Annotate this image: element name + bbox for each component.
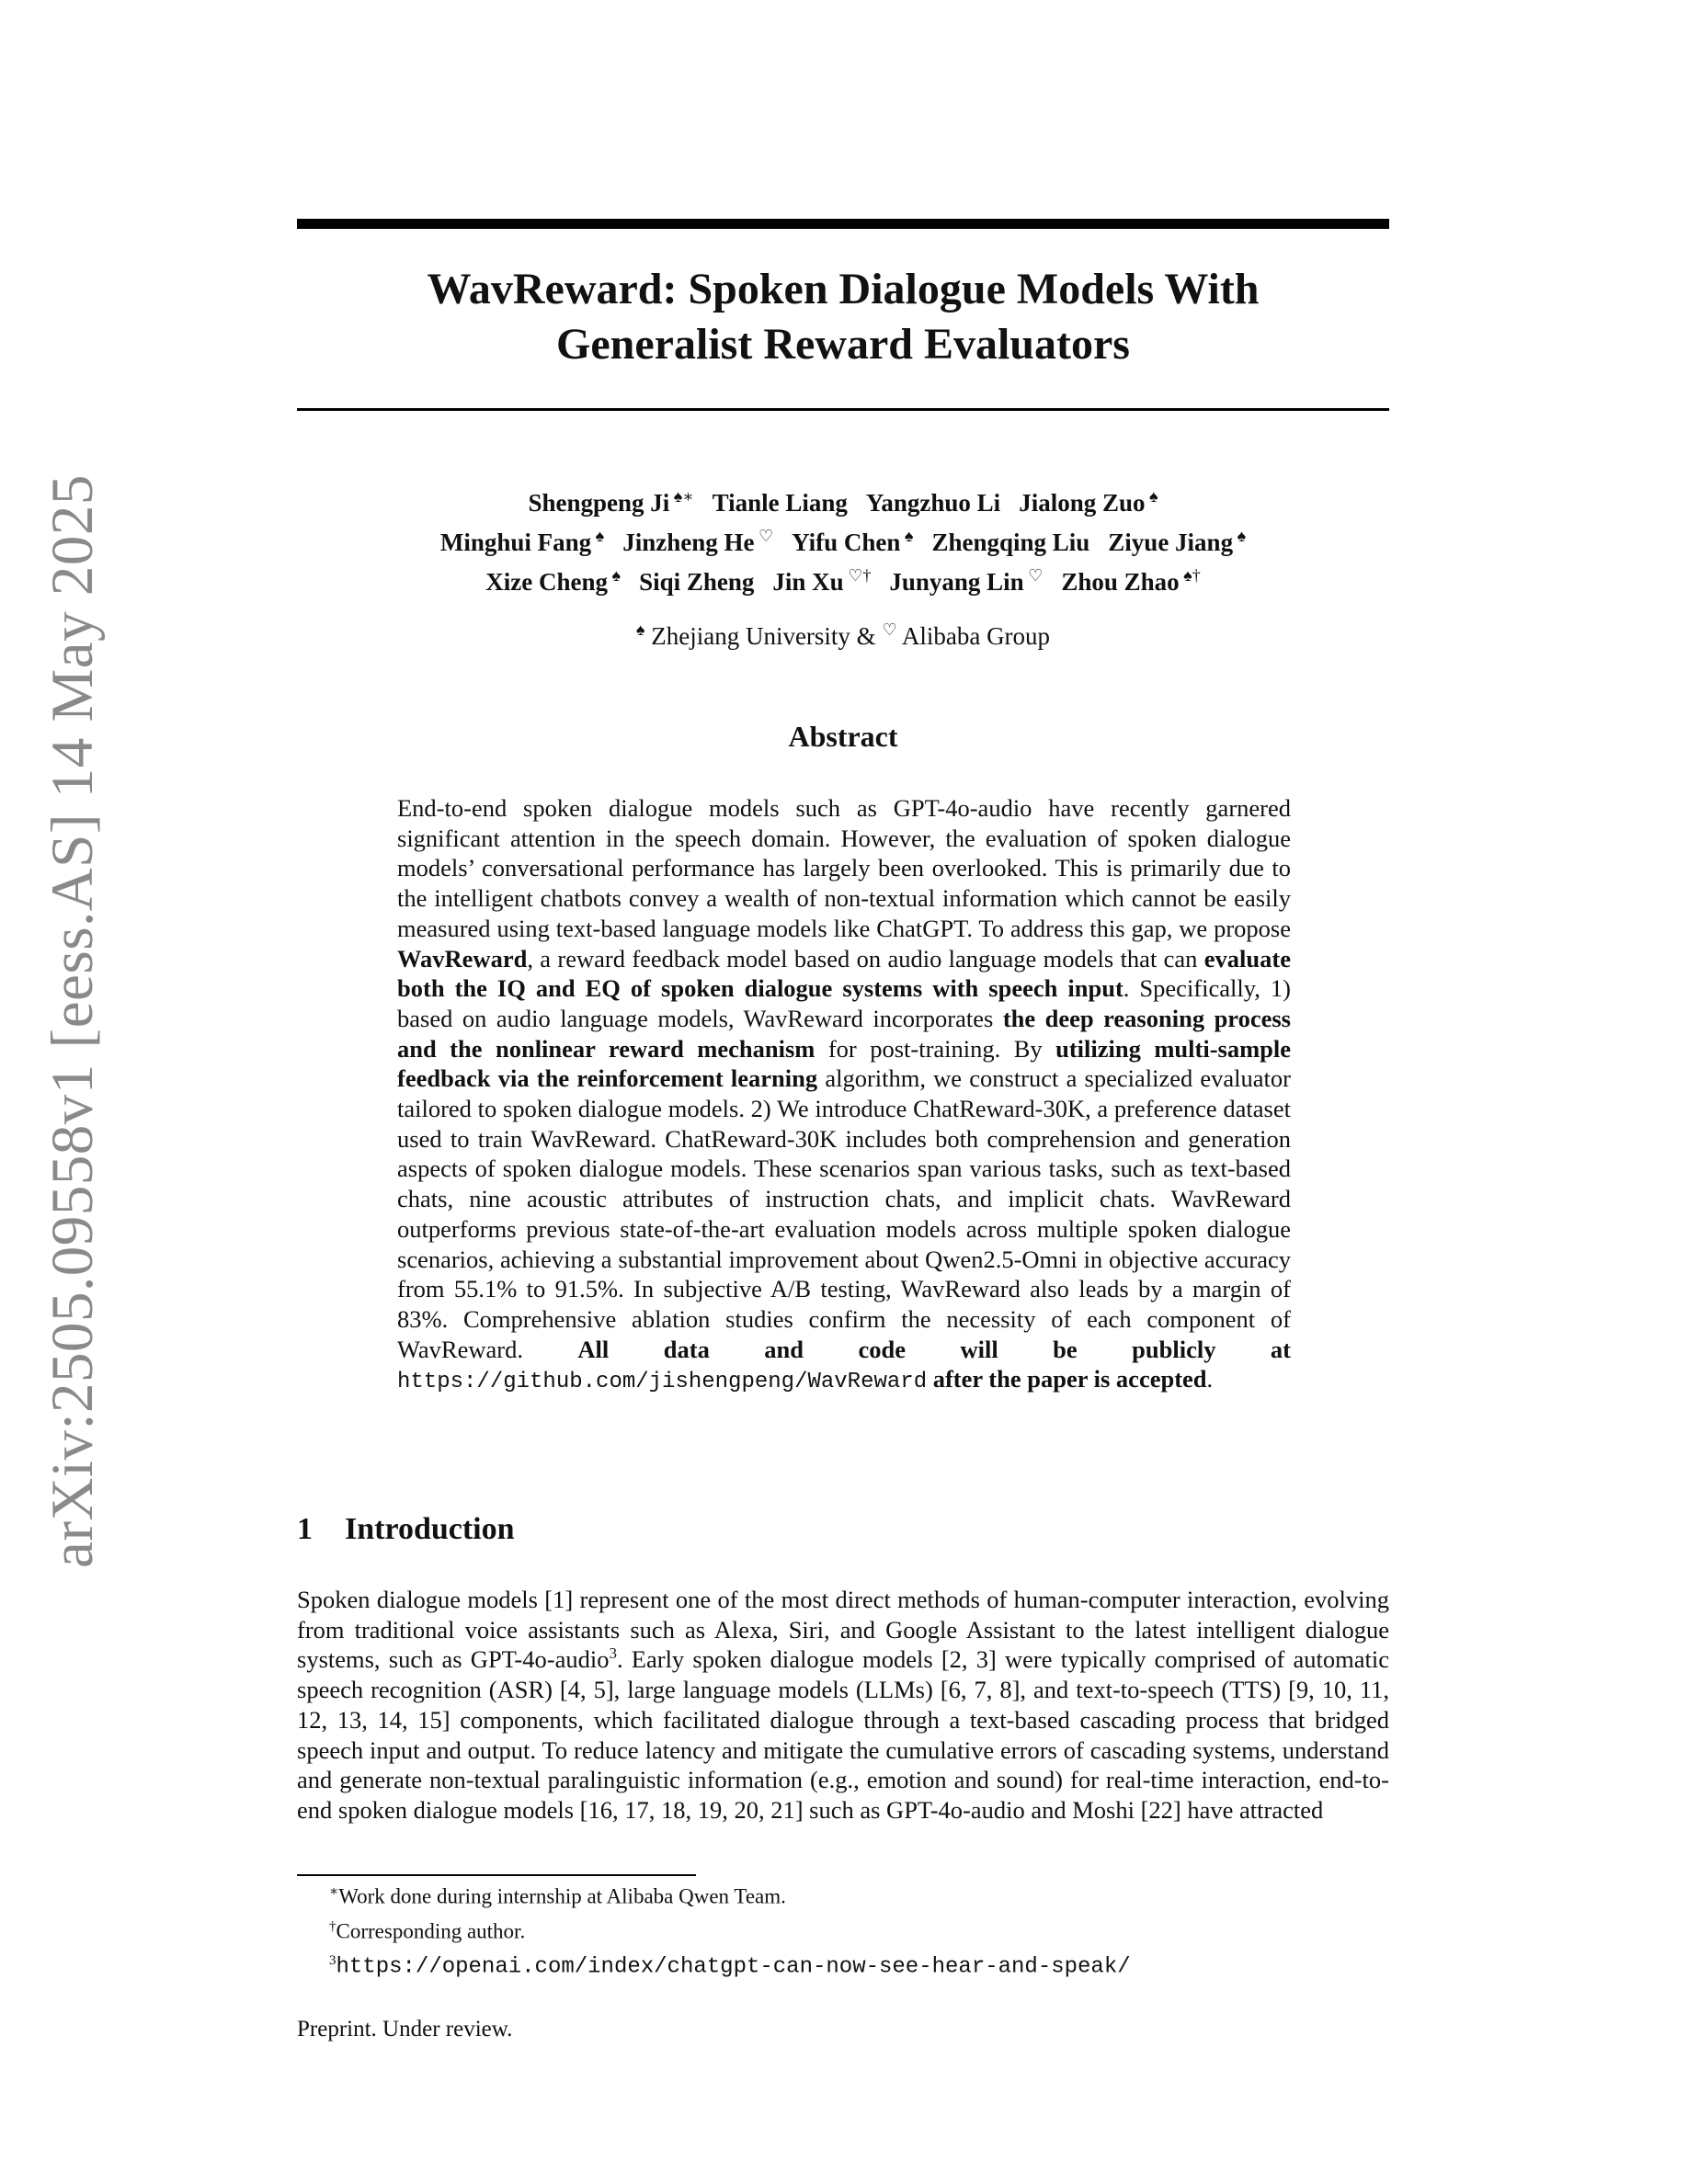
author [792,529,913,556]
author-affiliation-mark: ♠ [608,566,622,585]
author [1019,489,1158,517]
affiliations [297,613,1389,653]
repo-url: https://github.com/jishengpeng/WavReward [397,1370,928,1395]
introduction-paragraph [297,1585,1389,1826]
author-name: Tianle Liang [712,489,848,517]
title-bottom-rule [297,408,1389,411]
abstract-body [397,793,1291,1398]
text-run: Spoken dialogue models [1] represent one of the most direct methods of human-computer interaction, evolving from traditional voice assistants such as Alexa, Siri, and Google Assistant to the latest intelligent dialogue systems, such as GPT-4o-audio [297,1586,1389,1674]
author [866,489,1000,517]
arxiv-identifier-stamp: arXiv:2505.09558v1 [eess.AS] 14 May 2025 [40,474,106,1568]
author-name: Siqi Zheng [639,568,755,596]
author-affiliation-mark: ♡ [1023,566,1044,585]
text-run: for post-training. By [815,1034,1056,1063]
author-name: Minghui Fang [439,529,592,556]
author [889,568,1043,596]
affiliation-zju: Zhejiang University & [651,622,876,650]
footnote-ref: 3 [609,1644,617,1663]
footnote [329,1912,1131,1947]
footnotes [329,1877,1131,1983]
footnote [329,1946,1131,1983]
author-name: Jin Xu [772,568,844,596]
affiliation-mark-heart: ♡ [882,620,897,639]
title-line-1: WavReward: Spoken Dialogue Models With [427,265,1260,313]
bold-text: the deep reasoning process and the nonlinear reward mechanism [397,1004,1291,1063]
author-name: Zhengqing Liu [931,529,1090,556]
author-affiliation-mark: ♠ [900,527,914,545]
author [772,568,871,596]
bold-text: utilizing multi-sample feedback via the reinforcement learning [397,1034,1292,1093]
footnote-divider [297,1874,696,1876]
author-name: Junyang Lin [889,568,1024,596]
author-affiliation-mark: ♡ [754,527,774,545]
bold-text: after the paper is accepted [927,1365,1207,1393]
paper-title [297,262,1389,372]
text-run: algorithm, we construct a specialized evaluator tailored to spoken dialogue models. 2) We introduce ChatReward-30K, a preference dataset used to train WavReward. ChatReward-30K includes both comprehension and generation aspects of spoken dialogue models. These scenarios span various tasks, such as text-based chats, nine acoustic attributes of instruction chats, and implicit chats. WavReward outperforms previous state-of-the-art evaluation models across multiple spoken dialogue scenarios, achieving a substantial improvement about Qwen2.5-Omni in objective accuracy from 55.1% to 91.5%. In subjective A/B testing, WavReward also leads by a margin of 83%. Comprehensive ablation studies confirm the necessity of each component of WavReward. [397,1064,1291,1363]
author-affiliation-mark: ♡† [843,566,872,585]
text-run: , a reward feedback model based on audio language models that can [527,944,1204,973]
author-name: Yifu Chen [792,529,901,556]
author-affiliation-mark: ♠ [1145,487,1158,506]
author [931,529,1089,556]
text-run: . Early spoken dialogue models [2, 3] were typically comprised of automatic speech recognition (ASR) [4, 5], large language models (LLMs) [6, 7, 8], and text-to-speech (TTS) [9, 10, 11, 12, 13, 14, 15] components, which facilitated dialogue through a text-based cascading process that bridged speech input and output. To reduce latency and mitigate the cumulative errors of cascading systems, understand and generate non-textual paralinguistic information (e.g., emotion and sound) for real-time interaction, end-to-end spoken dialogue models [16, 17, 18, 19, 20, 21] such as GPT-4o-audio and Moshi [22] have attracted [297,1645,1389,1824]
bold-text: All data and code will be publicly at [577,1335,1291,1363]
footnote-mark: † [329,1918,336,1934]
author [1061,568,1200,596]
author-affiliation-mark: ♠ [1233,527,1247,545]
author-name: Xize Cheng [485,568,609,596]
author-list [297,480,1389,598]
footnote [329,1877,1131,1912]
text-run: . Specifically, 1) based on audio language models, WavReward incorporates [397,974,1291,1032]
author-row [297,519,1389,559]
footnote-mark: ∗ [329,1884,339,1899]
author-affiliation-mark: ♠ [591,527,605,545]
preprint-note: Preprint. Under review. [297,2017,513,2042]
author-affiliation-mark: ♠† [1179,566,1201,585]
author-name: Ziyue Jiang [1108,529,1234,556]
author [622,529,773,556]
author-name: Yangzhuo Li [865,489,1001,517]
footnote-text: Work done during internship at Alibaba Qwen Team. [338,1884,786,1908]
author [528,489,693,517]
bold-text: WavReward [397,944,528,973]
author [713,489,848,517]
author [485,568,621,596]
author [639,568,754,596]
text-run: . [1206,1365,1214,1393]
text-run: End-to-end spoken dialogue models such as GPT-4o-audio have recently garnered significant attention in the speech domain. However, the evaluation of spoken dialogue models’ conversational performance has largely been overlooked. This is primarily due to the intelligent chatbots convey a wealth of non-textual information which cannot be easily measured using text-based language models like ChatGPT. To address this gap, we propose [397,794,1291,942]
author-row [297,480,1389,519]
author-name: Shengpeng Ji [528,489,670,517]
author-name: Jinzheng He [622,529,755,556]
footnote-text: https://openai.com/index/chatgpt-can-now-see-hear-and-speak/ [336,1954,1131,1980]
author-row [297,559,1389,598]
footnote-text: Corresponding author. [336,1919,526,1943]
author-name: Jialong Zuo [1019,489,1146,517]
section-heading-introduction [297,1512,515,1547]
author-affiliation-mark: ♠∗ [669,487,694,506]
section-title: Introduction [345,1512,515,1546]
affiliation-mark-spade: ♠ [635,620,645,639]
title-line-2: Generalist Reward Evaluators [556,320,1130,369]
author [440,529,604,556]
title-top-rule [297,219,1389,229]
affiliation-alibaba: Alibaba Group [901,622,1051,650]
author [1108,529,1246,556]
abstract-heading: Abstract [788,720,898,753]
section-number: 1 [297,1512,313,1546]
bold-text: evaluate both the IQ and EQ of spoken dialogue systems with speech input [397,944,1291,1003]
author-name: Zhou Zhao [1061,568,1180,596]
footnote-mark: 3 [329,1953,336,1969]
